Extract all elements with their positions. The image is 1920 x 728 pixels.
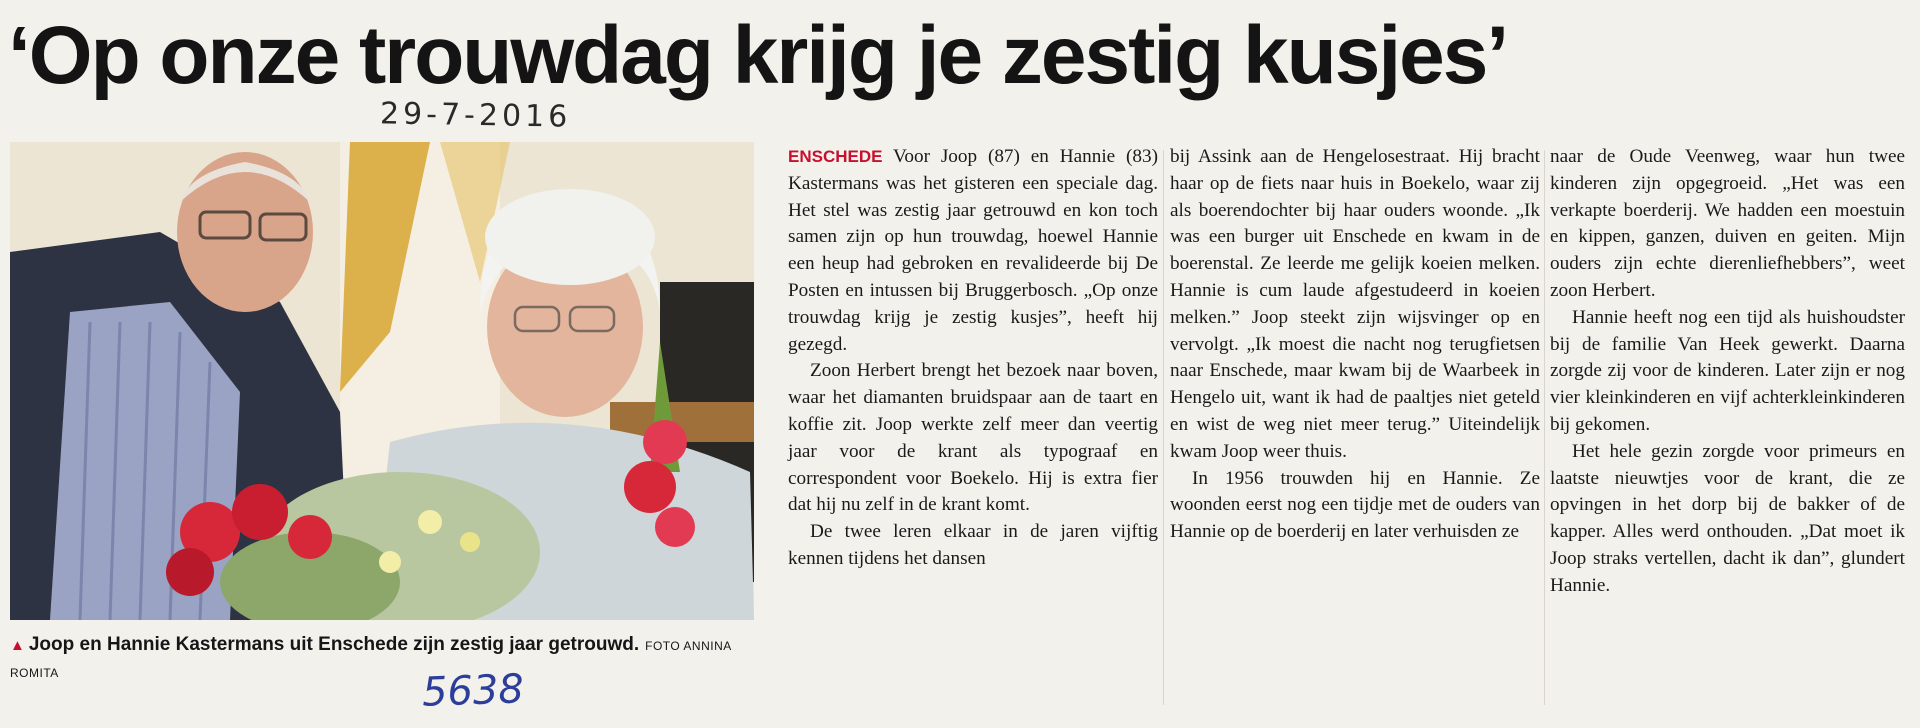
paragraph: naar de Oude Veenweg, waar hun twee kinderen zijn opgegroeid. „Het was een verkapte boerderij. We hadden een moestuin en kippen, ganzen, duiven en geiten. Mijn ouders zijn echte dierenliefhebbers”, weet zoon Herbert.	[1550, 146, 1905, 301]
paragraph: In 1956 trouwden hij en Hannie. Ze woonden eerst nog een tijdje met de ouders van Hannie op de boerderij en later verhuisden ze	[1170, 467, 1540, 543]
column-divider	[1544, 150, 1545, 705]
headline: ‘Op onze trouwdag krijg je zestig kusjes’	[8, 10, 1508, 101]
photo-caption	[10, 632, 750, 686]
column-divider	[1163, 150, 1164, 705]
paragraph: De twee leren elkaar in de jaren vijftig kennen tijdens het dansen	[788, 521, 1158, 569]
handwritten-number: 5638	[421, 666, 525, 716]
paragraph: bij Assink aan de Hengelosestraat. Hij bracht haar op de fiets naar huis in Boekelo, waar zij als boerendochter bij haar ouders woonde. „Ik was een burger uit Enschede en kwam in de boerenstal. Ze leerde me gelijk koeien melken. Hannie is cum laude afgestudeerd in koeien melken.” Joop steekt zijn wijsvinger op en vervolgt. „Ik moest die nacht nog terugfietsen naar Enschede, maar kwam bij de Waarbeek in Hengelo uit, want ik had de paaltjes niet geteld en wist de weg niet meer terug.” Uiteindelijk kwam Joop weer thuis.	[1170, 146, 1540, 462]
paragraph: ENSCHEDE Voor Joop (87) en Hannie (83) Kastermans was het gisteren een speciale dag. Het stel was zestig jaar getrouwd en kon toch samen zijn op hun trouwdag, hoewel Hannie een heup had gebroken en revalideerde bij De Posten en intussen bij Bruggerbosch. „Op onze trouwdag krijg je zestig kusjes”, heeft hij gezegd.	[788, 146, 1158, 355]
photo-credit: FOTO ANNINA ROMITA	[10, 639, 732, 680]
article-column-3	[1550, 144, 1905, 600]
dateline: ENSCHEDE	[788, 147, 883, 166]
caption-triangle-icon: ▲	[10, 637, 25, 654]
handwritten-date: 29-7-2016	[379, 96, 572, 135]
paragraph: Hannie heeft nog een tijd als huishoudster bij de familie Van Heek gewerkt. Daarna zorgde zij voor de kinderen. Later zijn er nog vier kleinkinderen en vijf achterkleinkinderen bij gekomen.	[1550, 306, 1905, 435]
paragraph: Zoon Herbert brengt het bezoek naar boven, waar het diamanten bruidspaar aan de taart en koffie zit. Joop werkte zelf meer dan veertig jaar voor de krant als typograaf en correspondent voor Boekelo. Hij is extra fier dat hij nu zelf in de krant komt.	[788, 360, 1158, 516]
paragraph: Het hele gezin zorgde voor primeurs en laatste nieuwtjes voor de krant, die ze opvingen in het dorp bij de bakker of de kapper. Alles werd onthouden. „Dat moet ik Joop straks vertellen, dacht ik dan”, glundert Hannie.	[1550, 440, 1905, 596]
photo-illustration	[10, 142, 754, 620]
article-column-2	[1170, 144, 1540, 546]
caption-text: Joop en Hannie Kastermans uit Enschede zijn zestig jaar getrouwd.	[28, 634, 640, 655]
article-photo	[10, 142, 754, 620]
article-column-1	[788, 144, 1158, 573]
